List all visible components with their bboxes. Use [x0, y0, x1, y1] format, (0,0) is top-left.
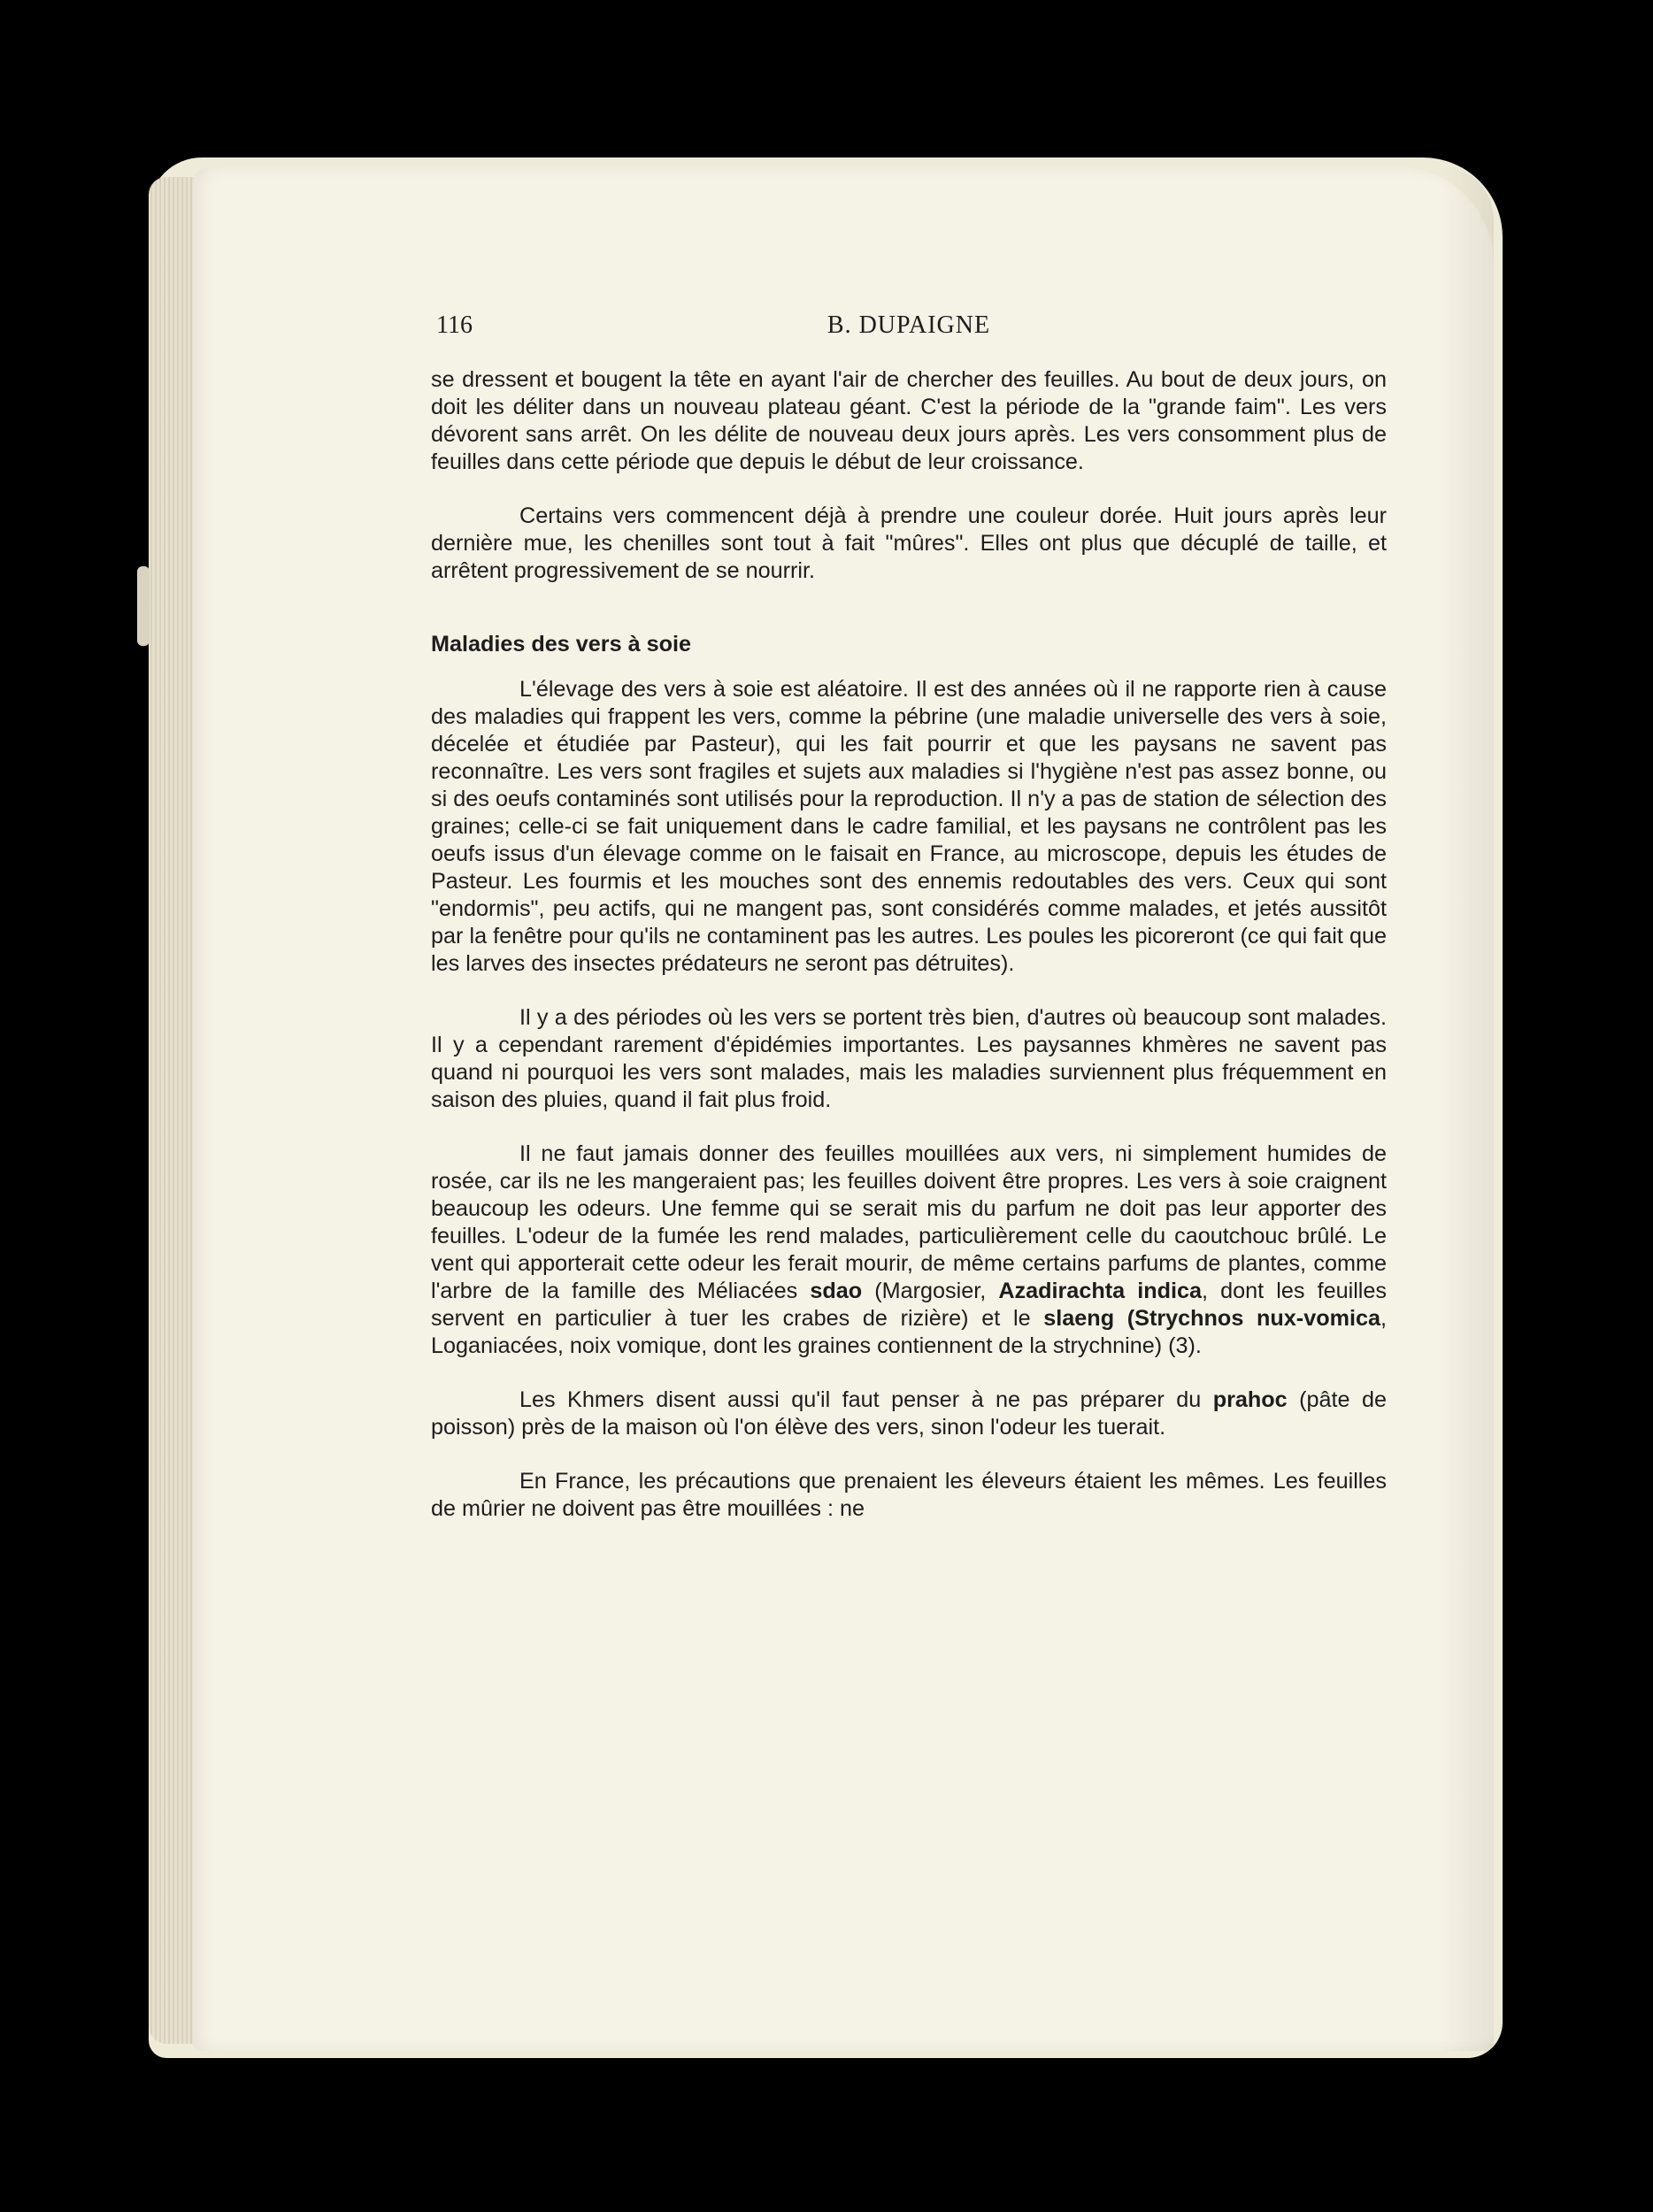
running-header [431, 311, 1387, 347]
body-text [431, 366, 1387, 1523]
p5-text-1: Il ne faut jamais donner des feuilles mouillées aux vers, ni simplement humides de rosée, car ils ne les mangeraient pas; les feuilles doivent être propres. Les vers à soie craignent beaucoup les odeurs. Une femme qui se serait mis du parfum ne doit pas leur apporter des feuilles. L'odeur de la fumée les rend malades, particulièrement celle du caoutchouc brûlé. Le vent qui apporterait cette odeur les ferait mourir, de même certains parfums de plantes, comme l'arbre de la famille des Méliacées [431, 1141, 1387, 1303]
p6-text-2: (pâte de poisson) près de la maison où l'on élève des vers, sinon l'odeur les tuerait. [431, 1387, 1387, 1440]
paragraph-7: En France, les précautions que prenaient les éleveurs étaient les mêmes. Les feuilles de mûrier ne doivent pas être mouillées : ne [431, 1469, 1387, 1521]
paragraph-4: Il y a des périodes où les vers se portent très bien, d'autres où beaucoup sont malades. Il y a cependant rarement d'épidémies importantes. Les paysannes khmères ne savent pas quand ni pourquoi les vers sont malades, mais les maladies surviennent plus fréquemment en saison des pluies, quand il fait plus froid. [431, 1005, 1387, 1112]
paragraph-5 [431, 1141, 1387, 1360]
page-content [431, 311, 1387, 1523]
paragraph-2: Certains vers commencent déjà à prendre une couleur dorée. Huit jours après leur dernière mue, les chenilles sont tout à fait "mûres". Elles ont plus que décuplé de taille, et arrêtent progressivement de se nourrir. [431, 503, 1387, 583]
p5-text-4: , Loganiacées, noix vomique, dont les graines contiennent de la strychnine) (3). [431, 1306, 1387, 1358]
term-sdao: sdao [810, 1279, 863, 1303]
p5-text-2: (Margosier, [862, 1279, 999, 1303]
running-head-author: B. DUPAIGNE [826, 311, 991, 339]
paragraph-6 [431, 1386, 1387, 1441]
term-slaeng: slaeng (Strychnos nux-vomica [1043, 1306, 1380, 1331]
section-heading: Maladies des vers à soie [431, 632, 692, 657]
binding-clip [137, 566, 150, 646]
paragraph-3: L'élevage des vers à soie est aléatoire. Il est des années où il ne rapporte rien à cause des maladies qui frappent les vers, comme la pébrine (une maladie universelle des vers à soie, décelée et étudiée par Pasteur), qui les fait pourrir et que les paysans ne savent pas reconnaître. Les vers sont fragiles et sujets aux maladies si l'hygiène n'est pas assez bonne, ou si des oeufs contaminés sont utilisés pour la reproduction. Il n'y a pas de station de sélection des graines; celle-ci se fait uniquement dans le cadre familial, et les paysans ne contrôlent pas les oeufs issus d'un élevage comme on le faisait en France, au microscope, depuis les études de Pasteur. Les fourmis et les mouches sont des ennemis redoutables des vers. Ceux qui sont "endormis", peu actifs, qui ne mangent pas, sont considérés comme malades, et jetés aussitôt par la fenêtre pour qu'ils ne contaminent pas les autres. Les poules les picoreront (ce qui fait que les larves des insectes prédateurs ne seront pas détruites). [431, 677, 1387, 976]
term-prahoc: prahoc [1212, 1387, 1288, 1412]
page-number: 116 [436, 311, 473, 339]
spine-shade [1441, 166, 1494, 2051]
term-azadirachta: Azadirachta indica [998, 1279, 1203, 1303]
p5-text-3: , dont les feuilles servent en particulier à tuer les crabes de rizière) et le [431, 1279, 1387, 1331]
p6-text-1: Les Khmers disent aussi qu'il faut penser à ne pas préparer du [519, 1387, 1213, 1412]
paragraph-1: se dressent et bougent la tête en ayant l'air de chercher des feuilles. Au bout de deux jours, on doit les déliter dans un nouveau plateau géant. C'est la période de la "grande faim". Les vers dévorent sans arrêt. On les délite de nouveau deux jours après. Les vers consomment plus de feuilles dans cette période que depuis le début de leur croissance. [431, 367, 1387, 474]
